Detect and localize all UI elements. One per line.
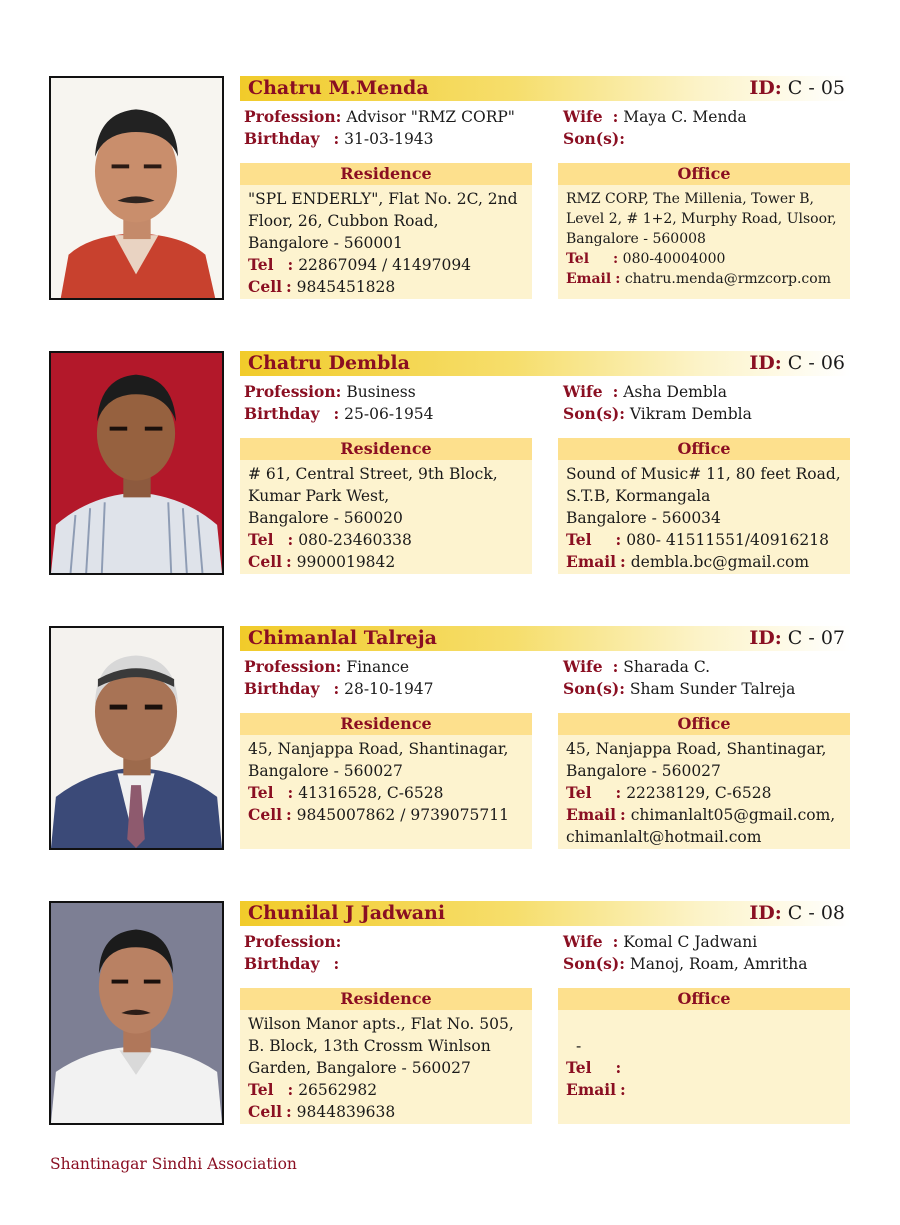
sons-row: Son(s): Sham Sunder Talreja <box>563 679 796 698</box>
sons-value: Sham Sunder Talreja <box>629 680 796 698</box>
cell-value: 9900019842 <box>296 553 396 571</box>
address-line: 45, Nanjappa Road, Shantinagar, <box>248 740 509 758</box>
profession-row: Profession: Advisor "RMZ CORP" <box>244 107 515 126</box>
member-photo <box>49 76 224 300</box>
email-row: Email : dembla.bc@gmail.com <box>566 552 810 571</box>
sons-label: Son(s) <box>563 679 620 698</box>
office-box <box>558 713 850 849</box>
birthday-label: Birthday <box>244 129 320 148</box>
tel-row: Tel : 41316528, C-6528 <box>248 783 444 802</box>
cell-value: 9844839638 <box>296 1103 396 1121</box>
tel-value: 22867094 / 41497094 <box>298 256 472 274</box>
residence-box <box>240 988 532 1124</box>
member-entry <box>0 626 900 856</box>
profession-value: Finance <box>346 658 410 676</box>
tel-row: Tel : 080- 41511551/40916218 <box>566 530 829 549</box>
cell-value: 9845007862 / 9739075711 <box>296 806 509 824</box>
member-photo <box>49 626 224 850</box>
address-line: Sound of Music# 11, 80 feet Road, <box>566 465 841 483</box>
cell-row: Cell : 9900019842 <box>248 552 396 571</box>
profession-value: Advisor "RMZ CORP" <box>346 108 515 126</box>
residence-box <box>240 438 532 574</box>
name-bar <box>240 901 850 926</box>
residence-box <box>240 163 532 299</box>
cell-value: 9845451828 <box>296 278 396 296</box>
email-link[interactable]: chatru.menda@rmzcorp.com <box>624 271 831 287</box>
tel-row: Tel : 22867094 / 41497094 <box>248 255 472 274</box>
wife-value: Komal C Jadwani <box>623 933 758 951</box>
profession-row: Profession: Business <box>244 382 416 401</box>
cell-row: Cell : 9845007862 / 9739075711 <box>248 805 509 824</box>
address-line: Wilson Manor apts., Flat No. 505, <box>248 1015 514 1033</box>
wife-label: Wife <box>563 932 603 951</box>
sons-label: Son(s) <box>563 404 620 423</box>
id-value: C - 06 <box>787 352 845 374</box>
address-line: Bangalore - 560027 <box>566 762 721 780</box>
office-heading: Office <box>558 988 850 1010</box>
birthday-row: Birthday : 28-10-1947 <box>244 679 434 698</box>
wife-label: Wife <box>563 107 603 126</box>
profession-label: Profession <box>244 107 336 126</box>
wife-label: Wife <box>563 382 603 401</box>
member-id <box>749 352 845 374</box>
email-link[interactable]: chimanlalt@hotmail.com <box>566 828 762 846</box>
birthday-row: Birthday : 25-06-1954 <box>244 404 434 423</box>
address-line: Bangalore - 560027 <box>248 762 403 780</box>
member-photo <box>49 901 224 1125</box>
member-name: Chimanlal Talreja <box>248 627 437 649</box>
wife-row: Wife : Asha Dembla <box>563 382 727 401</box>
address-line: Level 2, # 1+2, Murphy Road, Ulsoor, <box>566 211 837 227</box>
residence-box <box>240 713 532 849</box>
tel-row: Tel : 080-40004000 <box>566 251 726 267</box>
email-row: Email : chatru.menda@rmzcorp.com <box>566 271 831 287</box>
member-name: Chatru M.Menda <box>248 77 429 99</box>
address-line: Kumar Park West, <box>248 487 390 505</box>
email-link[interactable]: dembla.bc@gmail.com <box>630 553 810 571</box>
office-heading: Office <box>558 438 850 460</box>
name-bar <box>240 351 850 376</box>
birthday-value: 31-03-1943 <box>344 130 434 148</box>
address-line: RMZ CORP, The Millenia, Tower B, <box>566 191 814 207</box>
address-line: B. Block, 13th Crossm Winlson <box>248 1037 491 1055</box>
tel-value: 26562982 <box>298 1081 378 1099</box>
email-link[interactable]: chimanlalt05@gmail.com, <box>630 806 836 824</box>
profession-label: Profession <box>244 932 336 951</box>
profession-row: Profession: <box>244 932 342 951</box>
birthday-label: Birthday <box>244 954 320 973</box>
address-line: Bangalore - 560034 <box>566 509 721 527</box>
profession-row: Profession: Finance <box>244 657 410 676</box>
address-line: S.T.B, Kormangala <box>566 487 711 505</box>
office-heading: Office <box>558 163 850 185</box>
residence-heading: Residence <box>240 988 532 1010</box>
id-label: ID: <box>749 352 782 374</box>
sons-label: Son(s) <box>563 954 620 973</box>
email-row: Email : chimanlalt05@gmail.com, <box>566 805 836 824</box>
address-line: Floor, 26, Cubbon Road, <box>248 212 439 230</box>
id-value: C - 05 <box>787 77 845 99</box>
id-value: C - 08 <box>787 902 845 924</box>
footer-association-name: Shantinagar Sindhi Association <box>50 1155 297 1173</box>
birthday-row: Birthday : 31-03-1943 <box>244 129 434 148</box>
sons-label: Son(s) <box>563 129 620 148</box>
office-heading: Office <box>558 713 850 735</box>
id-value: C - 07 <box>787 627 845 649</box>
tel-row: Tel : <box>566 1058 622 1077</box>
name-bar <box>240 76 850 101</box>
birthday-label: Birthday <box>244 679 320 698</box>
sons-row: Son(s): Manoj, Roam, Amritha <box>563 954 808 973</box>
birthday-value: 25-06-1954 <box>344 405 434 423</box>
member-entry <box>0 76 900 306</box>
wife-row: Wife : Maya C. Menda <box>563 107 747 126</box>
cell-row: Cell : 9845451828 <box>248 277 396 296</box>
birthday-value: 28-10-1947 <box>344 680 434 698</box>
address-line: - <box>576 1037 582 1055</box>
office-box <box>558 988 850 1124</box>
address-line: "SPL ENDERLY", Flat No. 2C, 2nd <box>248 190 518 208</box>
tel-row: Tel : 22238129, C-6528 <box>566 783 772 802</box>
address-line: Bangalore - 560020 <box>248 509 403 527</box>
residence-heading: Residence <box>240 713 532 735</box>
address-line: Bangalore - 560001 <box>248 234 403 252</box>
member-id <box>749 627 845 649</box>
address-line: Garden, Bangalore - 560027 <box>248 1059 471 1077</box>
id-label: ID: <box>749 902 782 924</box>
member-name: Chunilal J Jadwani <box>248 902 446 924</box>
address-line: # 61, Central Street, 9th Block, <box>248 465 498 483</box>
address-line: 45, Nanjappa Road, Shantinagar, <box>566 740 827 758</box>
wife-value: Sharada C. <box>623 658 711 676</box>
member-name: Chatru Dembla <box>248 352 410 374</box>
sons-row: Son(s): Vikram Dembla <box>563 404 752 423</box>
birthday-row: Birthday : <box>244 954 340 973</box>
profession-label: Profession <box>244 657 336 676</box>
tel-value: 22238129, C-6528 <box>626 784 772 802</box>
tel-value: 080-23460338 <box>298 531 412 549</box>
tel-row: Tel : 26562982 <box>248 1080 378 1099</box>
member-entry <box>0 901 900 1131</box>
office-box <box>558 163 850 299</box>
profession-value: Business <box>346 383 416 401</box>
profession-label: Profession <box>244 382 336 401</box>
sons-value: Manoj, Roam, Amritha <box>629 955 808 973</box>
member-id <box>749 77 845 99</box>
residence-heading: Residence <box>240 438 532 460</box>
cell-row: Cell : 9844839638 <box>248 1102 396 1121</box>
id-label: ID: <box>749 627 782 649</box>
wife-label: Wife <box>563 657 603 676</box>
tel-value: 41316528, C-6528 <box>298 784 444 802</box>
name-bar <box>240 626 850 651</box>
member-photo <box>49 351 224 575</box>
sons-value: Vikram Dembla <box>629 405 752 423</box>
wife-row: Wife : Komal C Jadwani <box>563 932 758 951</box>
tel-row: Tel : 080-23460338 <box>248 530 412 549</box>
birthday-label: Birthday <box>244 404 320 423</box>
wife-value: Asha Dembla <box>623 383 727 401</box>
tel-value: 080-40004000 <box>622 251 726 267</box>
id-label: ID: <box>749 77 782 99</box>
member-id <box>749 902 845 924</box>
residence-heading: Residence <box>240 163 532 185</box>
address-line: Bangalore - 560008 <box>566 231 706 247</box>
tel-value: 080- 41511551/40916218 <box>626 531 829 549</box>
wife-value: Maya C. Menda <box>623 108 747 126</box>
sons-row: Son(s): <box>563 129 625 148</box>
email-row: Email : <box>566 1080 626 1099</box>
wife-row: Wife : Sharada C. <box>563 657 711 676</box>
member-entry <box>0 351 900 581</box>
office-box <box>558 438 850 574</box>
